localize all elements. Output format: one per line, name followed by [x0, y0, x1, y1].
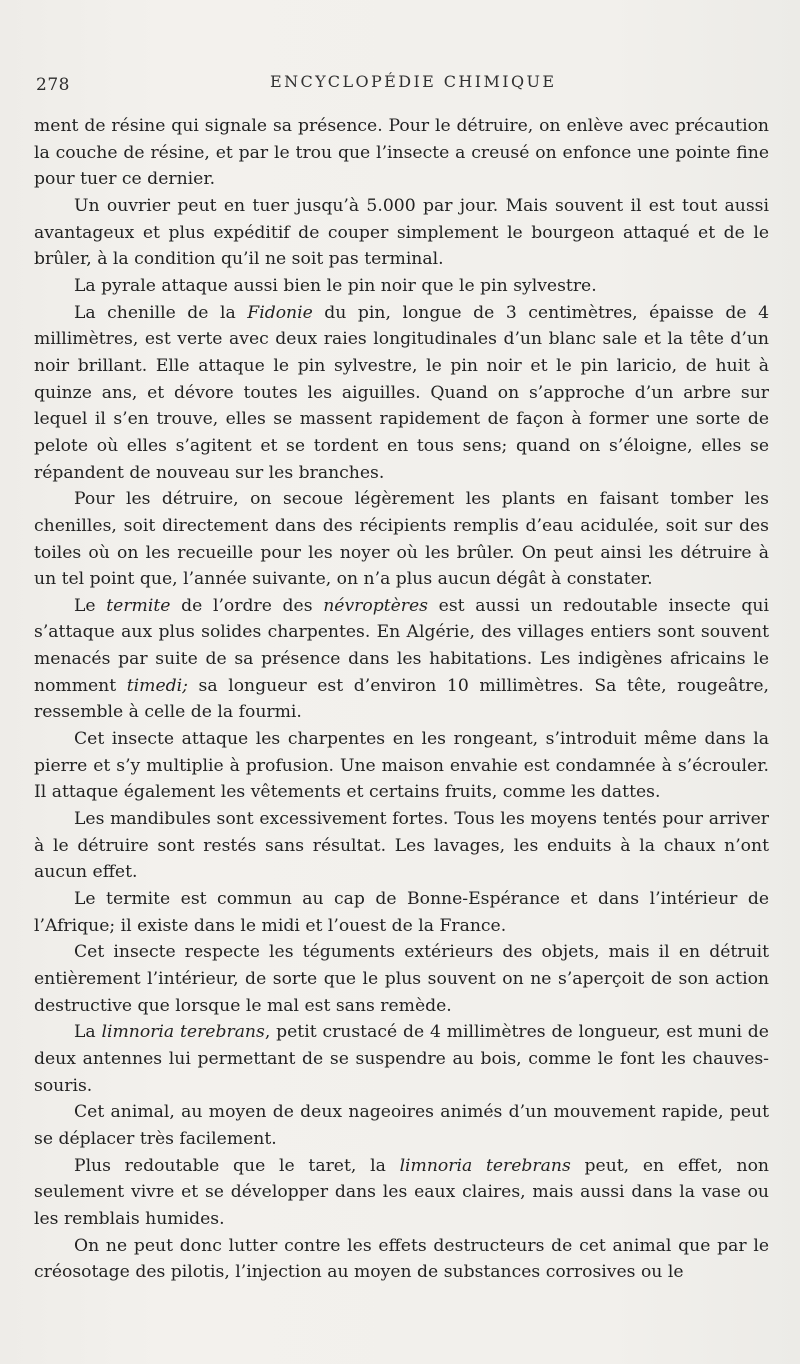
paragraph-9: Le termite est commun au cap de Bonne-Espérance et dans l’intérieur de l’Afrique; il existe dans le midi et l’ouest de la France.: [34, 889, 769, 936]
paragraph-3: La pyrale attaque aussi bien le pin noir que le pin sylvestre.: [74, 275, 597, 296]
paragraph-8: Les mandibules sont excessivement fortes. Tous les moyens tentés pour arriver à le détruire sont restés sans résultat. Les lavages, les enduits à la chaux n’ont aucun effet.: [34, 809, 769, 883]
paragraph-12: Cet animal, au moyen de deux nageoires animés d’un mouvement rapide, peut se déplacer très facilement.: [34, 1102, 769, 1149]
nevropteres-term: névroptères: [323, 595, 429, 616]
timedi-term: timedi;: [126, 675, 188, 696]
paragraph-5: Pour les détruire, on secoue légèrement les plants en faisant tomber les chenilles, soit directement dans des récipients remplis d’eau acidulée, soit sur des toiles où on les recueille pour les noyer où les brûler. On peut ainsi les détruire à un tel point que, l’année suivante, on n’a plus aucun dégât à constater.: [34, 489, 769, 590]
fidonie-term: Fidonie: [247, 302, 313, 323]
page-header: [0, 0, 800, 110]
paragraph-13-part-c: peut, en effet, non seulement vivre et se développer dans les eaux claires, mais aussi dans la vase ou les remblais humides.: [34, 1155, 769, 1229]
paragraph-6-part-g: sa longueur est d’environ 10 millimètres. Sa tête, rougeâtre, ressemble à celle de la fourmi.: [34, 675, 769, 723]
paragraph-6-part-c: de l’ordre des: [170, 595, 324, 616]
paragraph-4-part-c: du pin, longue de 3 centimètres, épaisse de 4 millimètres, est verte avec deux raies longitudinales d’un blanc sale et la tête d’un noir brillant. Elle attaque le pin sylvestre, le pin noir et le pin laricio, de huit à quinze ans, et dévore toutes les aiguilles. Quand on s’approche d’un arbre sur lequel il s’en trouve, elles se massent rapidement de façon à former une sorte de pelote où elles s’agitent et se tordent en tous sens; quand on s’éloigne, elles se répandent de nouveau sur les branches.: [34, 302, 769, 483]
paragraph-13-part-a: Plus redoutable que le taret, la: [74, 1155, 400, 1176]
body-text: [34, 113, 769, 1286]
paragraph-13: [34, 1153, 769, 1233]
paragraph-14: On ne peut donc lutter contre les effets destructeurs de cet animal que par le créosotage des pilotis, l’injection au moyen de substances corrosives ou le: [34, 1235, 769, 1283]
paragraph-4-part-a: La chenille de la: [74, 302, 248, 323]
paragraph-11-part-a: La: [74, 1022, 102, 1043]
paragraph-4: [34, 300, 769, 487]
limnoria-term-2: limnoria terebrans: [399, 1155, 571, 1176]
paragraph-1: ment de résine qui signale sa présence. Pour le détruire, on enlève avec précaution la couche de résine, et par le trou que l’insecte a creusé on enfonce une pointe fine pour tuer ce dernier.: [34, 116, 769, 190]
paragraph-6-part-a: Le: [74, 595, 107, 616]
paragraph-10: Cet insecte respecte les téguments extérieurs des objets, mais il en détruit entièrement l’intérieur, de sorte que le plus souvent on ne s’aperçoit de son action destructive que lorsque le mal est sans remède.: [34, 942, 769, 1016]
paragraph-7: Cet insecte attaque les charpentes en les rongeant, s’introduit même dans la pierre et s’y multiplie à profusion. Une maison envahie est condamnée à s’écrouler. Il attaque également les vêtements et certains fruits, comme les dattes.: [34, 729, 769, 803]
limnoria-term: limnoria terebrans: [101, 1022, 265, 1043]
running-title: ENCYCLOPÉDIE CHIMIQUE: [270, 72, 557, 91]
termite-term: termite: [106, 595, 171, 616]
paragraph-11-part-c: , petit crustacé de 4 millimètres de longueur, est muni de deux antennes lui permettant de se suspendre au bois, comme le font les chauves-souris.: [34, 1022, 769, 1096]
paragraph-6-part-e: est aussi un redoutable insecte qui s’attaque aux plus solides charpentes. En Algérie, des villages entiers sont souvent menacés par suite de sa présence dans les habitations. Les indigènes africains le nomment: [34, 595, 769, 696]
page-number: 278: [36, 75, 70, 95]
paragraph-11: [34, 1019, 769, 1099]
paragraph-6: [34, 593, 769, 726]
paragraph-2: Un ouvrier peut en tuer jusqu’à 5.000 par jour. Mais souvent il est tout aussi avantageux et plus expéditif de couper simplement le bourgeon attaqué et de le brûler, à la condition qu’il ne soit pas terminal.: [34, 195, 769, 270]
